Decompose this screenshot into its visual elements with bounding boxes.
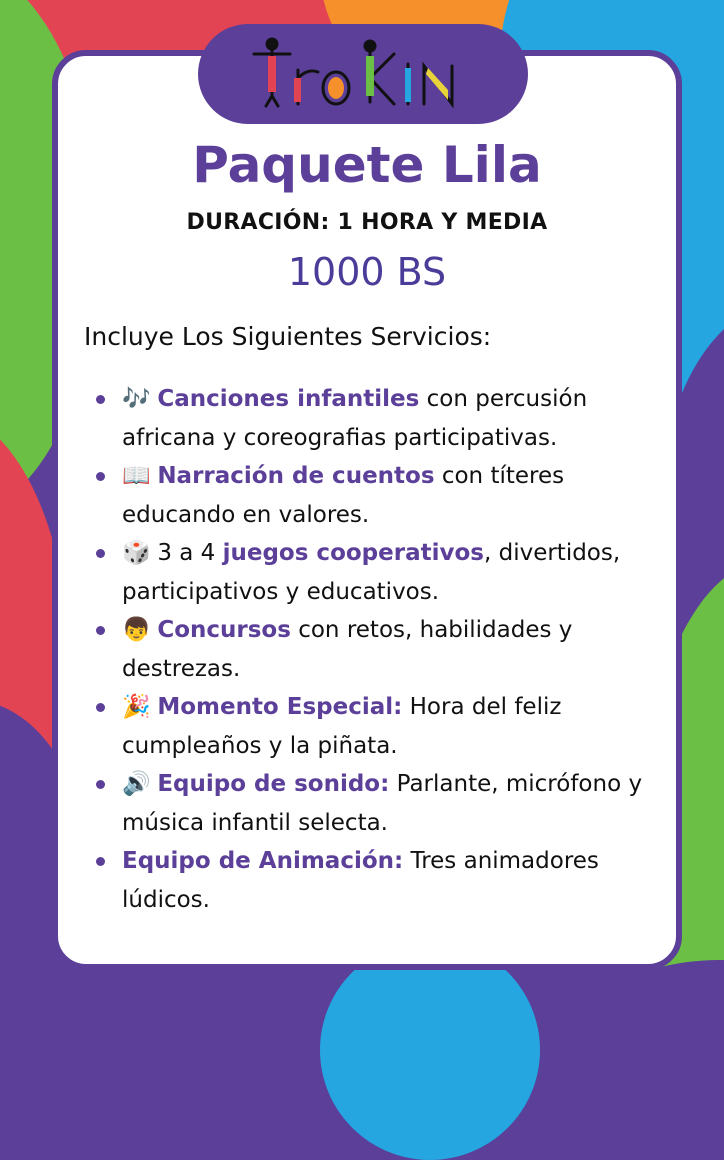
list-item <box>92 457 652 534</box>
service-highlight: Equipo de sonido: <box>157 771 390 797</box>
speaker-icon: 🔊 <box>122 771 151 797</box>
service-description: Tres animadores lúdicos. <box>122 848 599 913</box>
service-description: con percusión africana y coreografias participativas. <box>122 386 588 451</box>
service-description: , divertidos, participativos y educativos. <box>122 540 621 605</box>
services-heading: Incluye Los Siguientes Servicios: <box>84 322 492 351</box>
service-highlight: Canciones infantiles <box>157 386 420 412</box>
logo-badge <box>198 24 528 124</box>
service-prefix: 3 a 4 <box>157 540 223 566</box>
service-highlight: Concursos <box>157 617 291 643</box>
background-blob-blue <box>320 940 540 1160</box>
list-item <box>92 534 652 611</box>
trokin-logo <box>248 34 478 114</box>
service-description: Hora del feliz cumpleaños y la piñata. <box>122 694 562 759</box>
background-blob-purple <box>560 960 724 1160</box>
list-item <box>92 765 652 842</box>
service-description: Parlante, micrófono y música infantil selecta. <box>122 771 643 836</box>
service-description: con títeres educando en valores. <box>122 463 565 528</box>
list-item <box>92 842 652 919</box>
service-highlight: Narración de cuentos <box>157 463 435 489</box>
open-book-icon: 📖 <box>122 463 151 489</box>
music-notes-icon: 🎶 <box>122 386 151 412</box>
dice-icon: 🎲 <box>122 540 151 566</box>
list-item <box>92 380 652 457</box>
service-highlight: juegos cooperativos <box>222 540 484 566</box>
boy-icon: 👦 <box>122 617 151 643</box>
service-highlight: Momento Especial: <box>157 694 403 720</box>
service-highlight: Equipo de Animación: <box>122 848 404 874</box>
party-popper-icon: 🎉 <box>122 694 151 720</box>
package-price: 1000 BS <box>287 250 447 294</box>
service-description: con retos, habilidades y destrezas. <box>122 617 573 682</box>
services-list <box>92 380 652 919</box>
list-item <box>92 688 652 765</box>
package-title: Paquete Lila <box>192 136 542 194</box>
package-duration: DURACIÓN: 1 HORA Y MEDIA <box>186 210 548 235</box>
list-item <box>92 611 652 688</box>
